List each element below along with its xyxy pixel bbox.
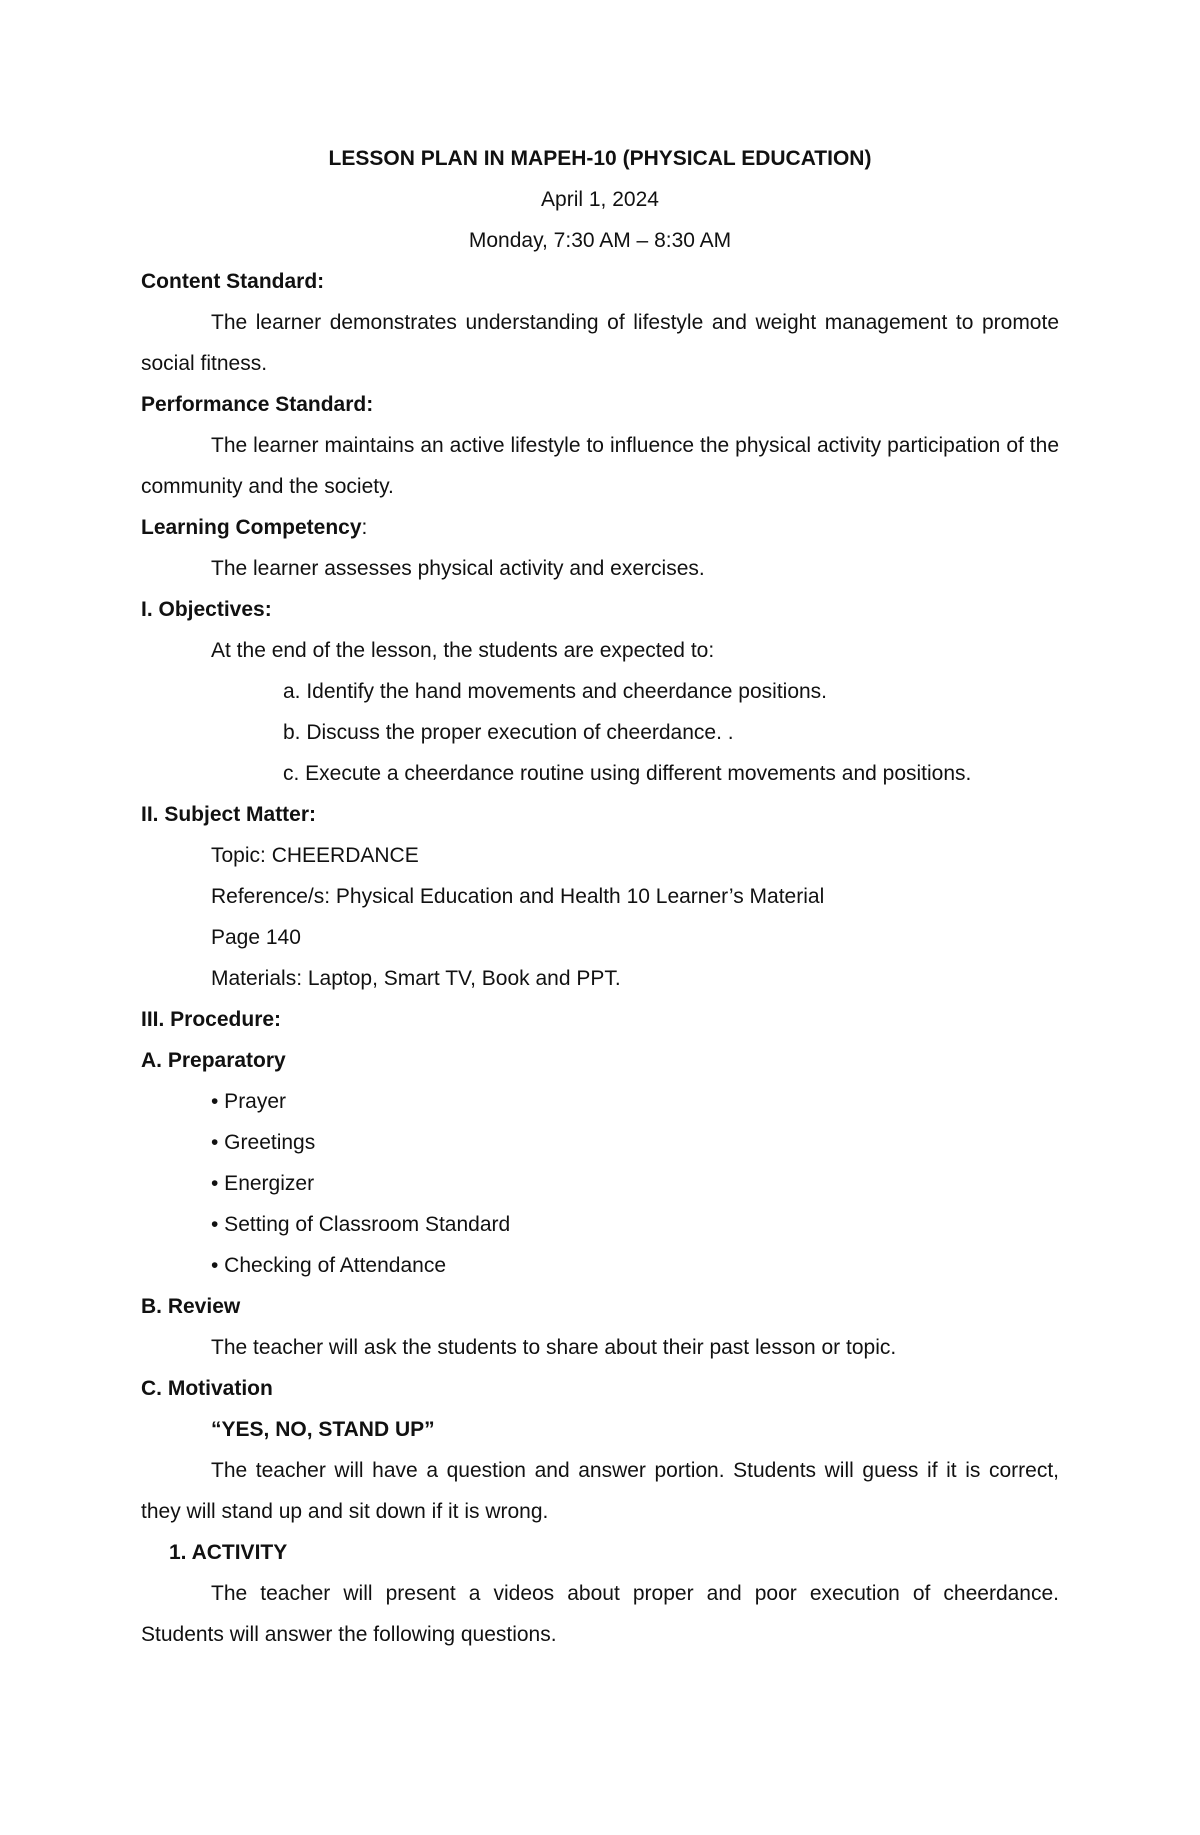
learning-competency-heading-row — [141, 507, 1059, 548]
objectives-heading: I. Objectives: — [141, 598, 272, 621]
preparatory-item: • Greetings — [211, 1131, 316, 1154]
motivation-heading: C. Motivation — [141, 1377, 273, 1400]
activity-text: The teacher will present a videos about proper and poor execution of cheerdance. Students will answer the following questions. — [141, 1582, 1059, 1646]
procedure-heading: III. Procedure: — [141, 1008, 282, 1031]
activity-heading: 1. ACTIVITY — [169, 1541, 288, 1564]
subject-matter-heading: II. Subject Matter: — [141, 803, 317, 826]
preparatory-heading: A. Preparatory — [141, 1049, 286, 1072]
lesson-schedule: Monday, 7:30 AM – 8:30 AM — [468, 229, 732, 252]
subject-matter-page: Page 140 — [211, 926, 301, 949]
preparatory-item: • Checking of Attendance — [211, 1254, 447, 1277]
motivation-game-title: “YES, NO, STAND UP” — [211, 1418, 435, 1441]
content-standard-text: The learner demonstrates understanding of lifestyle and weight management to promote social fitness. — [141, 311, 1059, 375]
objective-item: a. Identify the hand movements and cheerdance positions. — [283, 680, 828, 703]
learning-competency-colon: : — [361, 516, 368, 539]
objectives-intro: At the end of the lesson, the students are expected to: — [211, 639, 715, 662]
lesson-plan-content — [141, 138, 1059, 1655]
performance-standard-heading: Performance Standard: — [141, 393, 374, 416]
review-heading: B. Review — [141, 1295, 241, 1318]
document-title: LESSON PLAN IN MAPEH-10 (PHYSICAL EDUCATION) — [328, 147, 872, 170]
review-text: The teacher will ask the students to share about their past lesson or topic. — [211, 1336, 897, 1359]
subject-matter-reference: Reference/s: Physical Education and Health 10 Learner’s Material — [211, 885, 825, 908]
objective-item: b. Discuss the proper execution of cheerdance. . — [283, 721, 734, 744]
learning-competency-text: The learner assesses physical activity and exercises. — [211, 557, 705, 580]
preparatory-item: • Energizer — [211, 1172, 315, 1195]
learning-competency-heading: Learning Competency — [141, 516, 362, 539]
content-standard-heading: Content Standard: — [141, 270, 325, 293]
lesson-date: April 1, 2024 — [541, 188, 659, 211]
preparatory-item: • Setting of Classroom Standard — [211, 1213, 511, 1236]
objective-item: c. Execute a cheerdance routine using different movements and positions. — [283, 762, 972, 785]
motivation-text: The teacher will have a question and answer portion. Students will guess if it is correct, they will stand up and sit down if it is wrong. — [141, 1459, 1059, 1523]
subject-matter-materials: Materials: Laptop, Smart TV, Book and PPT. — [211, 967, 621, 990]
performance-standard-text: The learner maintains an active lifestyle to influence the physical activity participation of the community and the society. — [141, 434, 1059, 498]
preparatory-item: • Prayer — [211, 1090, 287, 1113]
subject-matter-topic: Topic: CHEERDANCE — [211, 844, 419, 867]
